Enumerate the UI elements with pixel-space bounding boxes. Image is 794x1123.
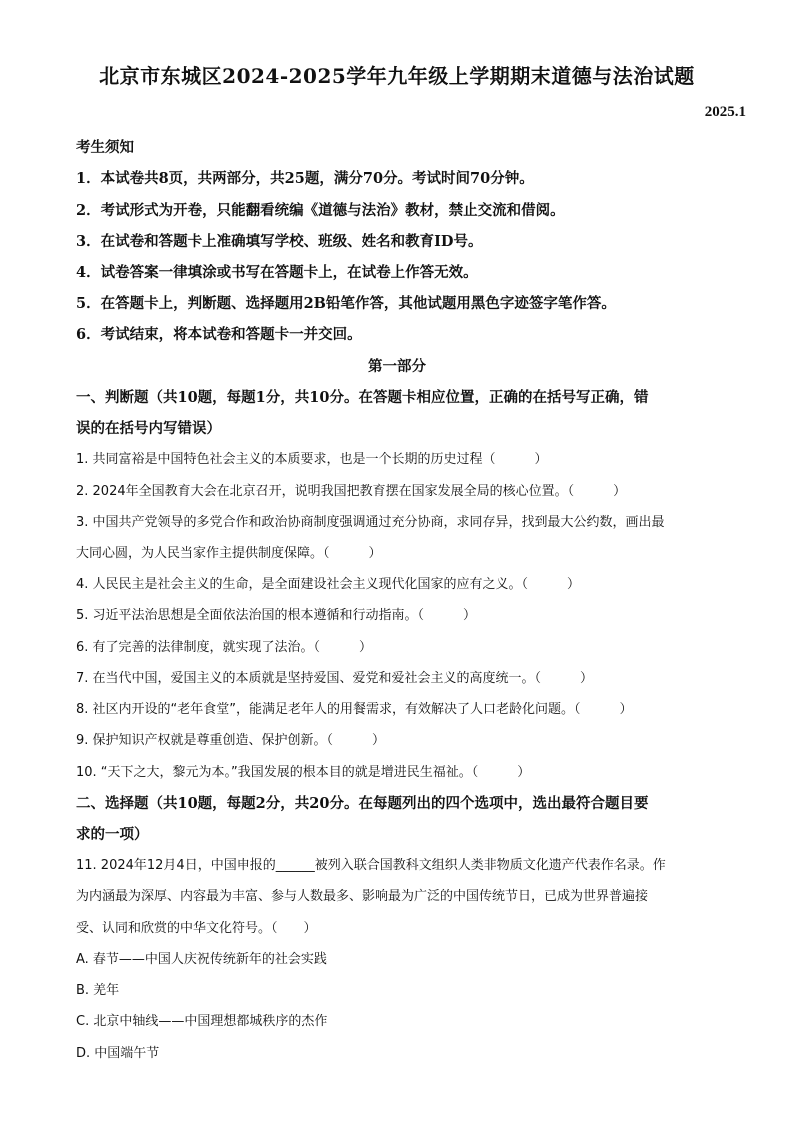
notice-item-4: 4．试卷答案一律填涂或书写在答题卡上，在试卷上作答无效。 (76, 264, 478, 281)
exam-date: 2025.1 (704, 104, 746, 120)
exam-title: 北京市东城区2024-2025学年九年级上学期期末道德与法治试题 (99, 64, 695, 88)
section2-heading: 二、选择题（共10题，每题2分，共20分。在每题列出的四个选项中，选出最符合题目要 (76, 795, 649, 812)
question-9: 9. 保护知识产权就是尊重创造、保护创新。（ ） (76, 733, 386, 748)
notice-item-6: 6．考试结束，将本试卷和答题卡一并交回。 (76, 326, 362, 343)
question-11-cont2: 受、认同和欣赏的中华文化符号。（ ） (76, 921, 317, 936)
question-5: 5. 习近平法治思想是全面依法治国的根本遵循和行动指南。（ ） (76, 608, 477, 623)
question-3: 3. 中国共产党领导的多党合作和政治协商制度强调通过充分协商，求同存异，找到最大公约数，画出最 (76, 515, 665, 530)
notice-item-2: 2．考试形式为开卷，只能翻看统编《道德与法治》教材，禁止交流和借阅。 (76, 202, 565, 219)
option-c: C. 北京中轴线——中国理想都城秩序的杰作 (76, 1014, 328, 1029)
notice-heading: 考生须知 (76, 139, 134, 156)
section1-heading: 一、判断题（共10题，每题1分，共10分。在答题卡相应位置，正确的在括号写正确，错 (76, 389, 649, 406)
notice-item-5: 5．在答题卡上，判断题、选择题用2B铅笔作答，其他试题用黑色字迹签字笔作答。 (76, 295, 616, 312)
question-11-cont: 为内涵最为深厚、内容最为丰富、参与人数最多、影响最为广泛的中国传统节日，已成为世界普遍接 (76, 889, 649, 904)
question-7: 7. 在当代中国，爱国主义的本质就是坚持爱国、爱党和爱社会主义的高度统一。（ ） (76, 671, 594, 686)
question-1: 1. 共同富裕是中国特色社会主义的本质要求，也是一个长期的历史过程（ ） (76, 452, 548, 467)
option-b: B. 羌年 (76, 983, 120, 998)
question-4: 4. 人民民主是社会主义的生命，是全面建设社会主义现代化国家的应有之义。（ ） (76, 577, 581, 592)
option-d: D. 中国端午节 (76, 1046, 160, 1061)
section1-heading-cont: 误的在括号内写错误） (76, 420, 221, 437)
question-3-cont: 大同心圆，为人民当家作主提供制度保障。（ ） (76, 546, 382, 561)
question-6: 6. 有了完善的法律制度，就实现了法治。（ ） (76, 640, 373, 655)
part1-heading: 第一部分 (368, 358, 426, 375)
section2-heading-cont: 求的一项） (76, 826, 149, 843)
notice-item-3: 3．在试卷和答题卡上准确填写学校、班级、姓名和教育ID号。 (76, 233, 483, 250)
question-11: 11. 2024年12月4日，中国申报的______被列入联合国教科文组织人类非物质文化遗产代表作名录。作 (76, 858, 666, 873)
question-10: 10. “天下之大，黎元为本。”我国发展的根本目的就是增进民生福祉。（ ） (76, 765, 531, 780)
option-a: A. 春节——中国人庆祝传统新年的社会实践 (76, 952, 327, 967)
notice-item-1: 1．本试卷共8页，共两部分，共25题，满分70分。考试时间70分钟。 (76, 170, 534, 187)
question-8: 8. 社区内开设的“老年食堂”，能满足老年人的用餐需求，有效解决了人口老龄化问题。（ ） (76, 702, 633, 717)
question-2: 2. 2024年全国教育大会在北京召开，说明我国把教育摆在国家发展全局的核心位置。（ ） (76, 484, 627, 499)
